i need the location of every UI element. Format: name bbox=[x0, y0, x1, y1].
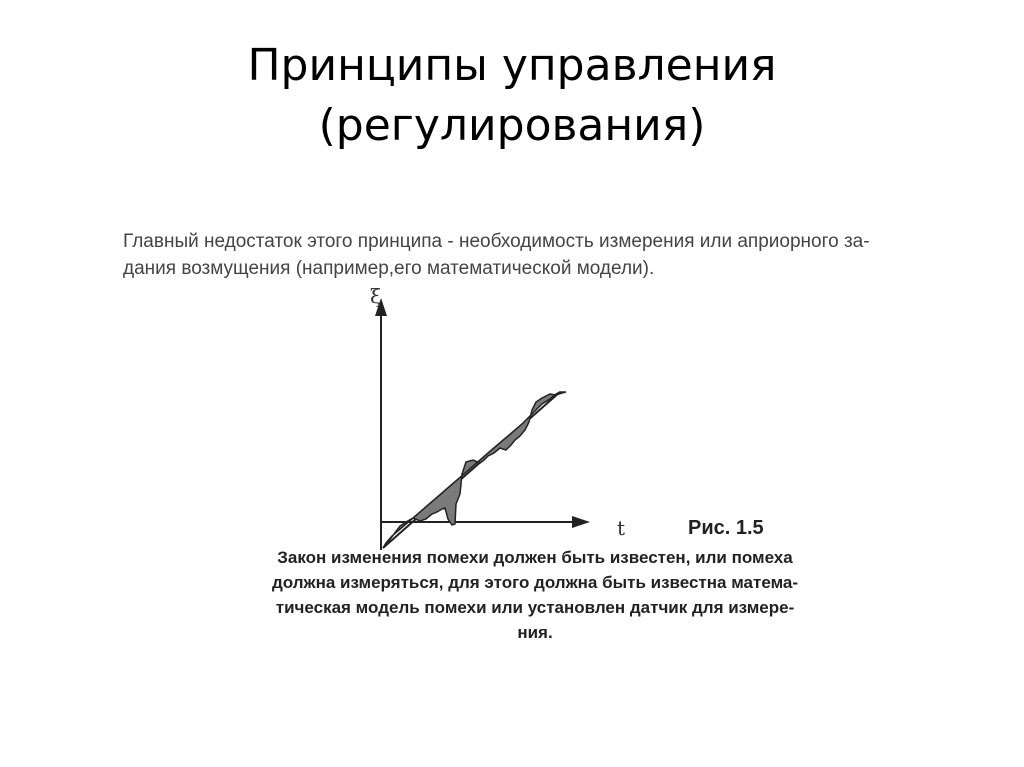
description-line-4: ния. bbox=[517, 623, 553, 642]
y-axis-label: ξ bbox=[370, 284, 382, 308]
description-line-2: должна измеряться, для этого должна быть известна матема- bbox=[271, 573, 799, 592]
intro-line-2: дания возмущения (например,его математической модели). bbox=[123, 258, 655, 279]
trend-line bbox=[383, 392, 560, 548]
description-line-3: тическая модель помехи или установлен датчик для измере- bbox=[275, 598, 795, 617]
figure-description bbox=[265, 545, 805, 645]
x-axis-label: t bbox=[617, 516, 626, 540]
title-line-2: (регулирования) bbox=[318, 100, 706, 151]
figure-caption: Рис. 1.5 bbox=[688, 517, 764, 539]
slide-title bbox=[0, 36, 1024, 156]
scanned-figure bbox=[110, 212, 940, 662]
description-line-1: Закон изменения помехи должен быть известен, или помеха bbox=[277, 548, 793, 567]
x-axis-arrow bbox=[572, 516, 590, 528]
intro-line-1: Главный недостаток этого принципа - необходимость измерения или априорного за- bbox=[123, 231, 870, 252]
title-line-1: Принципы управления bbox=[247, 40, 777, 91]
